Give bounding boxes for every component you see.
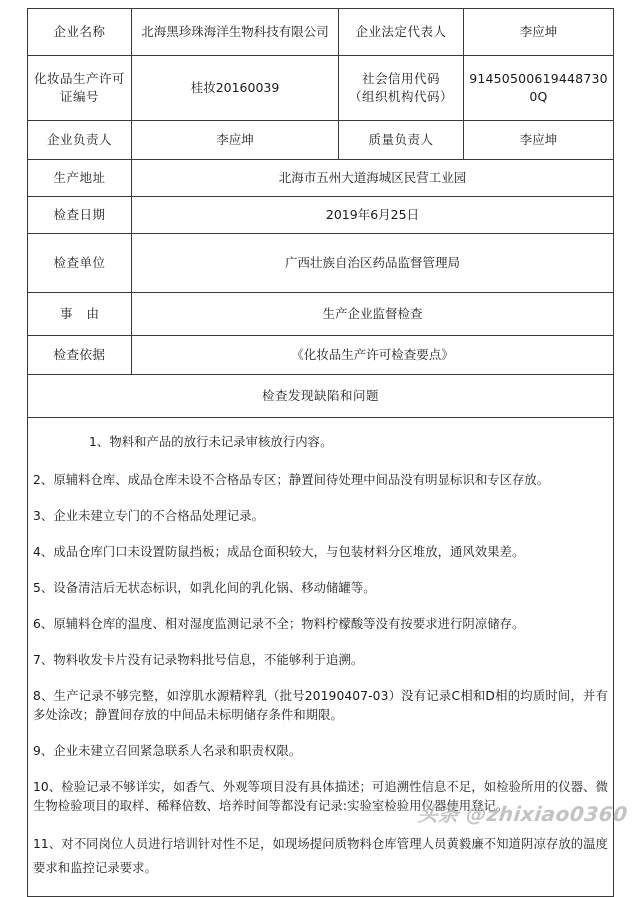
label-production-address: 生产地址 [28, 160, 132, 197]
table-row-company-name [28, 9, 614, 56]
label-quality-head: 质量负责人 [339, 121, 464, 160]
label-reason: 事由 [28, 293, 132, 336]
label-inspection-date: 检查日期 [28, 197, 132, 234]
finding-item: 2、原辅料仓库、成品仓库未设不合格品专区；静置间待处理中间品没有明显标识和专区存放。 [33, 472, 550, 487]
label-company-head: 企业负责人 [28, 121, 132, 160]
value-inspection-unit: 广西壮族自治区药品监督管理局 [132, 234, 614, 293]
value-license-number: 桂妆20160039 [132, 56, 339, 121]
table-row-findings-header [28, 375, 614, 418]
label-credit-code-line2: （组织机构代码） [348, 89, 453, 104]
finding-item: 11、对不同岗位人员进行培训针对性不足，如现场提问质物料仓库管理人员黄毅廉不知道阴凉存放的温度要求和监控记录要求。 [33, 837, 608, 876]
finding-item: 1、物料和产品的放行未记录审核放行内容。 [89, 434, 333, 449]
finding-item: 4、成品仓库门口未设置防鼠挡板；成品仓面积较大，与包装材料分区堆放，通风效果差。 [33, 544, 525, 559]
table-row-inspection-date [28, 197, 614, 234]
label-legal-representative: 企业法定代表人 [339, 9, 464, 56]
label-inspection-basis: 检查依据 [28, 336, 132, 375]
table-row-license-number [28, 56, 614, 121]
value-reason: 生产企业监督检查 [132, 293, 614, 336]
table-row-reason [28, 293, 614, 336]
value-legal-representative: 李应坤 [464, 9, 614, 56]
table-row-findings-body [28, 418, 614, 897]
value-inspection-basis: 《化妆品生产许可检查要点》 [132, 336, 614, 375]
value-credit-code: 914505006194487300Q [464, 56, 614, 121]
finding-item: 8、生产记录不够完整，如淳肌水源精粹乳（批号20190407-03）没有记录C相和D相的均质时间，并有多处涂改；静置间存放的中间品未标明储存条件和期限。 [33, 689, 608, 723]
label-license-number-line1: 化妆品生产许可 [33, 70, 125, 86]
label-license-number [28, 56, 132, 121]
finding-item: 3、企业未建立专门的不合格品处理记录。 [33, 508, 265, 523]
watermark: 头条 @zhixiao0360 [416, 802, 630, 826]
finding-item: 9、企业未建立召回紧急联系人名录和职责权限。 [33, 744, 302, 759]
label-credit-code-line1: 社会信用代码 [361, 70, 440, 86]
value-company-head: 李应坤 [132, 121, 339, 160]
value-company-name: 北海黑珍珠海洋生物科技有限公司 [132, 9, 339, 56]
value-quality-head: 李应坤 [464, 121, 614, 160]
table-row-inspection-unit [28, 234, 614, 293]
label-license-number-line2: 证编号 [59, 89, 99, 104]
label-credit-code [339, 56, 464, 121]
value-production-address: 北海市五州大道海城区民营工业园 [132, 160, 614, 197]
finding-item: 6、原辅料仓库的温度、相对湿度监测记录不全；物料柠檬酸等没有按要求进行阴凉储存。 [33, 616, 525, 631]
table-row-company-head [28, 121, 614, 160]
label-company-name: 企业名称 [28, 9, 132, 56]
value-inspection-date: 2019年6月25日 [132, 197, 614, 234]
inspection-record-table [27, 8, 614, 897]
finding-item: 10、检验记录不够详实，如香气、外观等项目没有具体描述；可追溯性信息不足，如检验所用的仪器、微生物检验项目的取样、稀释倍数、培养时间等都没有记录:实验室检验用仪器使用登记。 [33, 780, 608, 814]
findings-list [28, 418, 614, 897]
table-row-basis [28, 336, 614, 375]
finding-item: 5、设备清洁后无状态标识，如乳化间的乳化锅、移动储罐等。 [33, 580, 376, 595]
label-inspection-unit: 检查单位 [28, 234, 132, 293]
finding-item: 7、物料收发卡片没有记录物料批号信息，不能够利于追溯。 [33, 653, 364, 668]
table-row-address [28, 160, 614, 197]
findings-header-title: 检查发现缺陷和问题 [28, 375, 614, 418]
